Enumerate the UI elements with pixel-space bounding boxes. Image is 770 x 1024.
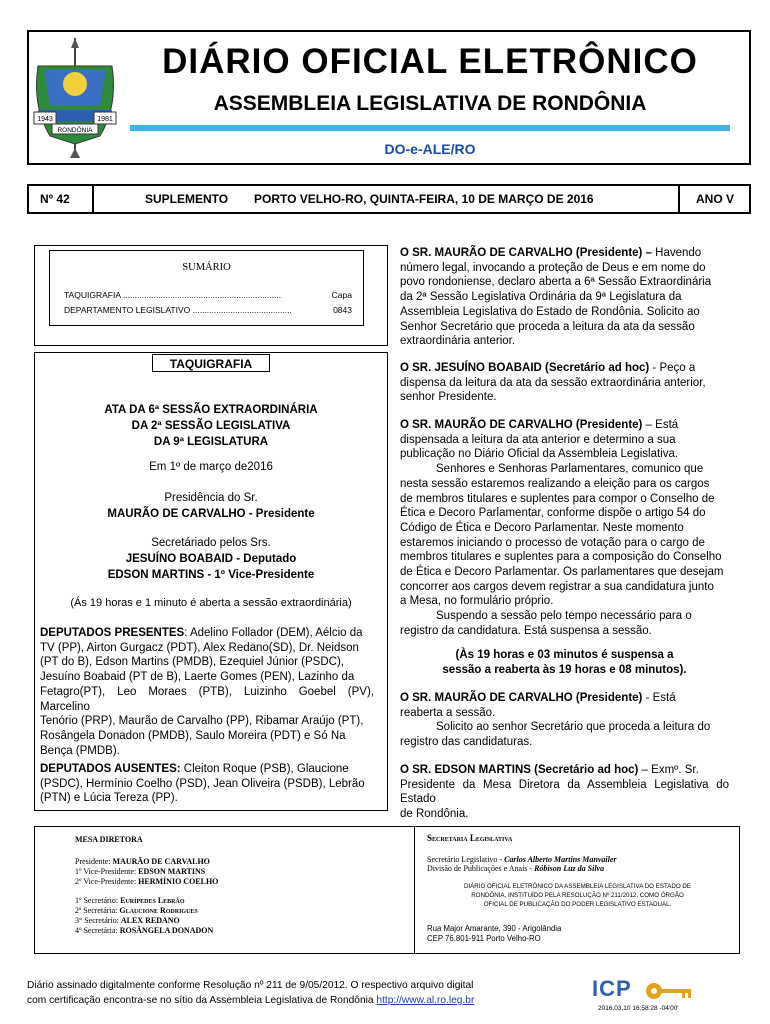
key-icon [644, 981, 694, 1001]
icp-logo: ICP [592, 976, 732, 1006]
summary-row-page: Capa [331, 290, 352, 300]
site-link[interactable]: http://www.al.ro.leg.br [376, 995, 475, 1006]
secretaria-legislativa: Secretaria Legislativa Secretário Legislativo - Carlos Alberto Martins Manvailer Divisão de Publicações e Anais - Róbison Luz da Silva [427, 833, 732, 873]
mesa-diretora: MESA DIRETORA Presidente: MAURÃO DE CARVALHO 1º Vice-Presidente: EDSON MARTINS 2º Vice-Presidente: HERMÍNIO COELHO 1º Secretário: Eurípedes Lebrão 2ª Secretária: Glaucione Rodrigues 3° Secretário: ALEX REDANO 4º Secretária: ROSÂNGELA DONADON [75, 835, 395, 935]
mesa-title: MESA DIRETORA [75, 835, 143, 844]
state-emblem [30, 36, 120, 160]
divider [678, 184, 680, 214]
doe-label: DO-e-ALE/RO [384, 141, 476, 157]
absent-deputies: DEPUTADOS AUSENTES: Cleiton Roque (PSB), Glaucione (PSDC), Hermínio Coelho (PSD), Jean Oliveira (PSDB), Lebrão (PTN) e Lúcia Tereza (PP). [40, 763, 365, 805]
signature-timestamp: 2016.03.10 16:58:28 -04'00' [598, 1005, 679, 1012]
section-title: TAQUIGRAFIA [152, 354, 270, 372]
speech-presidente-3: O SR. MAURÃO DE CARVALHO (Presidente) - Está reaberta a sessão. Solicito ao senhor Secretário que proceda a leitura do registro das candidaturas. [400, 692, 711, 749]
emblem-year-right: 1981 [97, 116, 113, 123]
issue-number: Nº 42 [40, 192, 70, 206]
summary-box [49, 250, 364, 326]
ata-title: ATA DA 6ª SESSÃO EXTRAORDINÁRIA DA 2ª SESSÃO LEGISLATIVA DA 9ª LEGISLATURA [104, 404, 318, 448]
footer-note: Diário assinado digitalmente conforme Resolução nº 211 de 9/05/2012. O respectivo arquivo digital com certificação encontra-se no sítio da Assembleia Legislativa de Rondônia http://www.al.ro.leg.br [27, 980, 475, 1006]
divider [414, 826, 415, 954]
opening-note: (Ás 19 horas e 1 minuto é aberta a sessão extraordinária) [70, 597, 352, 609]
suspension-note: (Às 19 horas e 03 minutos é suspensa a sessão a reaberta às 19 horas e 08 minutos). [442, 649, 687, 676]
summary-row-label: DEPARTAMENTO LEGISLATIVO .......................................... [64, 305, 292, 315]
institutional-note: DIÁRIO OFICIAL ELETRÔNICO DA ASSEMBLEIA LEGISLATIVA DO ESTADO DE RONDÔNIA, INSTITUÍDO PELA RESOLUÇÃO Nº 211/2012, COMO ÓRGÃO OFICIAL DE PUBLICAÇÃO DO PODER LEGISLATIVO ESTADUAL. [463, 883, 692, 908]
summary-row[interactable] [64, 305, 352, 315]
supplement-label: SUPLEMENTO [145, 192, 229, 206]
page-title: DIÁRIO OFICIAL ELETRÔNICO [162, 42, 698, 81]
emblem-label: RONDÔNIA [57, 127, 93, 134]
place-date: PORTO VELHO-RO, QUINTA-FEIRA, 10 DE MARÇO DE 2016 [254, 192, 594, 206]
accent-bar [130, 125, 730, 131]
summary-row-page: 0843 [333, 305, 352, 315]
present-deputies: DEPUTADOS PRESENTES: Adelino Follador (DEM), Aélcio da TV (PP), Airton Gurgacz (PDT), Alex Redano(SD), Dr. Neidson (PT do B), Edson Martins (PMDB), Ezequiel Júnior (PSDC), Jesuíno Boabaid (PT de B), Laerte Gomes (PEN), Lazinho da Fetagro(PT), Leo Moraes (PTB), Luizinho Goebel (PV), Marcelino Tenório (PRP), Maurão de Carvalho (PP), Ribamar Araújo (PT), Rosângela Donadon (PMDB), Saulo Moreira (PDT) e Só Na Bença (PMDB). [40, 627, 374, 757]
speech-presidente-1: O SR. MAURÃO DE CARVALHO (Presidente) – Havendo número legal, invocando a proteção de Deus e em nome do povo rondoniense, declaro aberta a 6ª Sessão Extraordinária da 2ª Sessão Legislativa Ordinária da 9ª Legislatura da Assembleia Legislativa do Estado de Rondônia. Solicito ao Senhor Secretário que proceda a leitura da ata da sessão extraordinária anterior. [400, 247, 712, 348]
divider [92, 184, 94, 214]
speech-presidente-2: O SR. MAURÃO DE CARVALHO (Presidente) – Está dispensada a leitura da ata anterior e determino a sua publicação no Diário Oficial da Assembleia Legislativa. Senhores e Senhoras Parlamentares, comunico que nesta sessão estaremos realizando a eleição para os cargos de membros titulares e suplentes para compor o Conselho de Ética e Decoro Parlamentar, conforme dispõe o artigo 54 do Código de Ética e Decoro Parlamentar. Neste momento estaremos iniciando o processo de votação para o cargo de membros titulares e suplentes para a composição do Conselho de Ética e Decoro Parlamentar. Os parlamentares que desejam concorrer aos cargos devem registrar a sua candidatura junto a Mesa, no formulário próprio. Suspendo a sessão pelo tempo necessário para o registro da candidatura. Está suspensa a sessão. [400, 419, 724, 637]
secretaries: Secretáriado pelos Srs. JESUÍNO BOABAID - Deputado EDSON MARTINS - 1º Vice-Presidente [107, 537, 315, 581]
summary-row-label: TAQUIGRAFIA ................................................................... [64, 290, 282, 300]
year-label: ANO V [696, 192, 735, 206]
summary-title: SUMÁRIO [182, 262, 231, 273]
ata-date: Em 1º de março de2016 [149, 461, 273, 473]
speech-secretario-2: O SR. EDSON MARTINS (Secretário ad hoc) – Exmº. Sr. Presidente da Mesa Diretora da Assembleia Legislativa do Estado de Rondônia. [400, 764, 729, 821]
summary-row[interactable] [64, 290, 352, 300]
page-subtitle: ASSEMBLEIA LEGISLATIVA DE RONDÔNIA [213, 92, 647, 115]
address: Rua Major Amarante, 390 - Arigolândia CEP 76.801-911 Porto Velho-RO [427, 924, 562, 943]
emblem-year-left: 1943 [37, 116, 53, 123]
speech-secretario-1: O SR. JESUÍNO BOABAID (Secretário ad hoc) - Peço a dispensa da leitura da ata da sessão extraordinária anterior, senhor Presidente. [400, 362, 706, 404]
secretaria-title: Secretaria Legislativa [427, 833, 513, 843]
presidency: Presidência do Sr. MAURÃO DE CARVALHO - Presidente [107, 492, 315, 520]
